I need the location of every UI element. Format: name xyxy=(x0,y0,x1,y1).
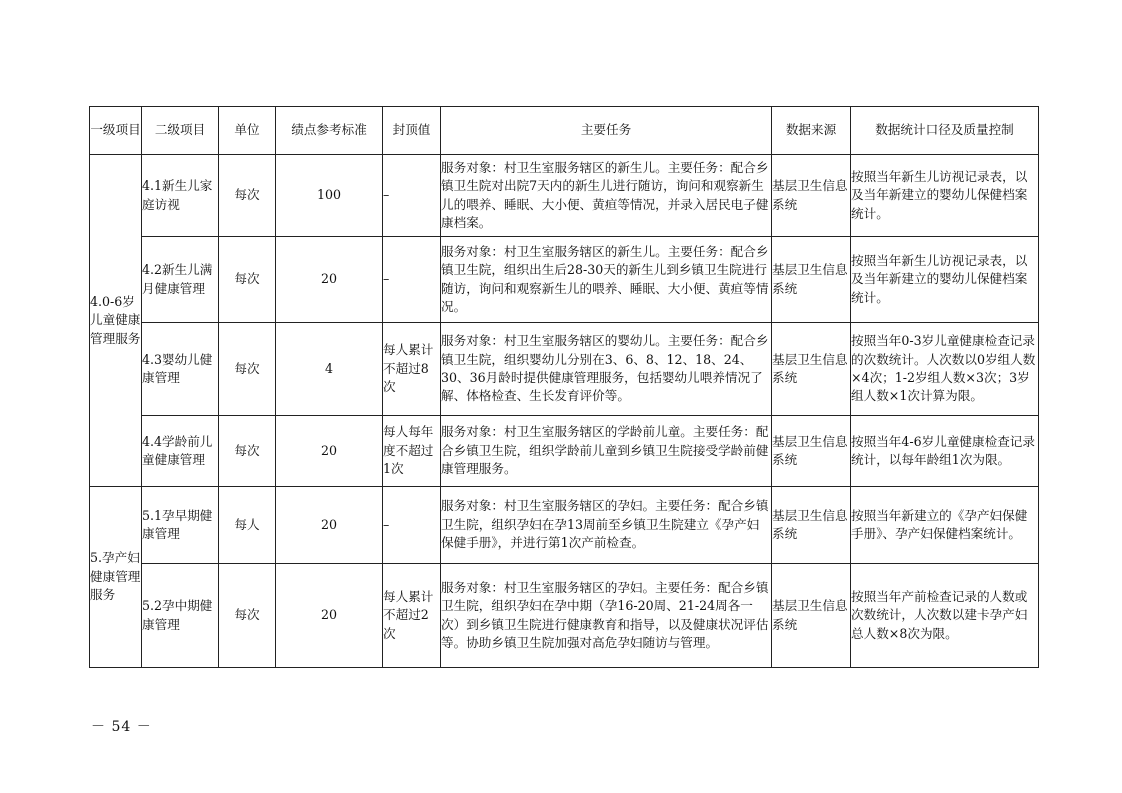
header-stat: 数据统计口径及质量控制 xyxy=(851,107,1039,155)
table-row xyxy=(90,564,1039,668)
header-source: 数据来源 xyxy=(772,107,851,155)
table-row xyxy=(90,487,1039,564)
cap-cell: – xyxy=(383,155,441,237)
header-level1: 一级项目 xyxy=(90,107,142,155)
stat-cell: 按照当年新建立的《孕产妇保健手册》、孕产妇保健档案统计。 xyxy=(851,487,1039,564)
service-table xyxy=(89,106,1039,668)
stat-cell: 按照当年产前检查记录的人数或次数统计，人次数以建卡孕产妇总人数×8次为限。 xyxy=(851,564,1039,668)
item-cell: 5.1孕早期健康管理 xyxy=(142,487,219,564)
table-row xyxy=(90,237,1039,323)
stat-cell: 按照当年0-3岁儿童健康检查记录的次数统计。人次数以0岁组人数×4次；1-2岁组人数×3次；3岁组人数×1次计算为限。 xyxy=(851,323,1039,416)
source-cell: 基层卫生信息系统 xyxy=(772,564,851,668)
cap-cell: 每人累计不超过2次 xyxy=(383,564,441,668)
table-row xyxy=(90,323,1039,416)
source-cell: 基层卫生信息系统 xyxy=(772,155,851,237)
header-points: 绩点参考标准 xyxy=(276,107,383,155)
stat-cell: 按照当年新生儿访视记录表，以及当年新建立的婴幼儿保健档案统计。 xyxy=(851,155,1039,237)
header-cap: 封顶值 xyxy=(383,107,441,155)
points-cell: 20 xyxy=(276,487,383,564)
item-cell: 4.1新生儿家庭访视 xyxy=(142,155,219,237)
cap-cell: – xyxy=(383,487,441,564)
task-cell: 服务对象：村卫生室服务辖区的新生儿。主要任务：配合乡镇卫生院，组织出生后28-30天的新生儿到乡镇卫生院进行随访，询问和观察新生儿的喂养、睡眠、大小便、黄疸等情况。 xyxy=(441,237,772,323)
task-cell: 服务对象：村卫生室服务辖区的孕妇。主要任务：配合乡镇卫生院，组织孕妇在孕中期（孕16-20周、21-24周各一次）到乡镇卫生院进行健康教育和指导，以及健康状况评估等。协助乡镇卫生院加强对高危孕妇随访与管理。 xyxy=(441,564,772,668)
points-cell: 20 xyxy=(276,416,383,487)
header-level2: 二级项目 xyxy=(142,107,219,155)
source-cell: 基层卫生信息系统 xyxy=(772,323,851,416)
unit-cell: 每次 xyxy=(219,323,276,416)
points-cell: 4 xyxy=(276,323,383,416)
unit-cell: 每次 xyxy=(219,416,276,487)
item-cell: 4.4学龄前儿童健康管理 xyxy=(142,416,219,487)
source-cell: 基层卫生信息系统 xyxy=(772,237,851,323)
table-row xyxy=(90,416,1039,487)
task-cell: 服务对象：村卫生室服务辖区的婴幼儿。主要任务：配合乡镇卫生院，组织婴幼儿分别在3、6、8、12、18、24、30、36月龄时提供健康管理服务，包括婴幼儿喂养情况了解、体格检查、生长发育评价等。 xyxy=(441,323,772,416)
header-unit: 单位 xyxy=(219,107,276,155)
stat-cell: 按照当年4-6岁儿童健康检查记录统计，以每年龄组1次为限。 xyxy=(851,416,1039,487)
cap-cell: 每人每年度不超过1次 xyxy=(383,416,441,487)
unit-cell: 每次 xyxy=(219,155,276,237)
points-cell: 100 xyxy=(276,155,383,237)
unit-cell: 每人 xyxy=(219,487,276,564)
table-header-row xyxy=(90,107,1039,155)
source-cell: 基层卫生信息系统 xyxy=(772,416,851,487)
table-row xyxy=(90,155,1039,237)
item-cell: 4.3婴幼儿健康管理 xyxy=(142,323,219,416)
header-task: 主要任务 xyxy=(441,107,772,155)
stat-cell: 按照当年新生儿访视记录表，以及当年新建立的婴幼儿保健档案统计。 xyxy=(851,237,1039,323)
cap-cell: – xyxy=(383,237,441,323)
cap-cell: 每人累计不超过8次 xyxy=(383,323,441,416)
level1-cell: 5.孕产妇健康管理服务 xyxy=(90,487,142,668)
item-cell: 4.2新生儿满月健康管理 xyxy=(142,237,219,323)
level1-cell: 4.0-6岁儿童健康管理服务 xyxy=(90,155,142,487)
page-number: － 54 － xyxy=(91,719,152,735)
source-cell: 基层卫生信息系统 xyxy=(772,487,851,564)
points-cell: 20 xyxy=(276,237,383,323)
task-cell: 服务对象：村卫生室服务辖区的孕妇。主要任务：配合乡镇卫生院，组织孕妇在孕13周前至乡镇卫生院建立《孕产妇保健手册》，并进行第1次产前检查。 xyxy=(441,487,772,564)
unit-cell: 每次 xyxy=(219,564,276,668)
points-cell: 20 xyxy=(276,564,383,668)
item-cell: 5.2孕中期健康管理 xyxy=(142,564,219,668)
unit-cell: 每次 xyxy=(219,237,276,323)
task-cell: 服务对象：村卫生室服务辖区的新生儿。主要任务：配合乡镇卫生院对出院7天内的新生儿进行随访，询问和观察新生儿的喂养、睡眠、大小便、黄疸等情况，并录入居民电子健康档案。 xyxy=(441,155,772,237)
task-cell: 服务对象：村卫生室服务辖区的学龄前儿童。主要任务：配合乡镇卫生院，组织学龄前儿童到乡镇卫生院接受学龄前健康管理服务。 xyxy=(441,416,772,487)
